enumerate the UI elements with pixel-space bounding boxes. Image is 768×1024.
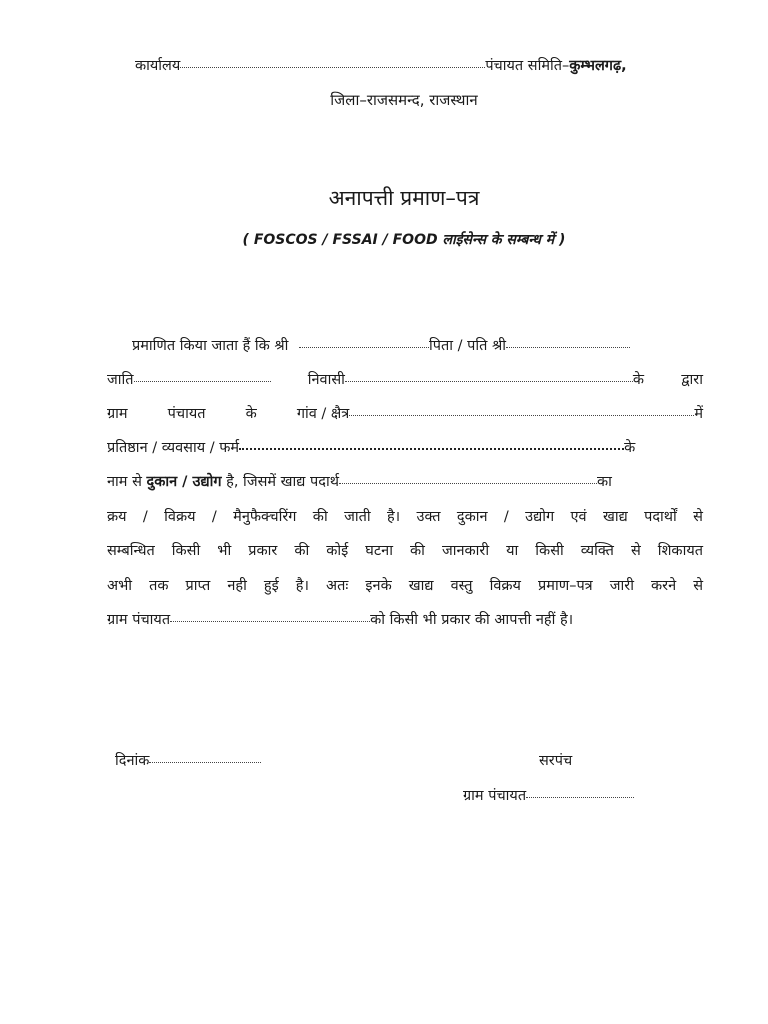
signature-panchayat-line [463,786,634,806]
page-subtitle: ( FOSCOS / FSSAI / FOOD लाईसेन्स के सम्बन्ध में ) [242,232,566,248]
ke-label-2: के [245,406,257,422]
father-blank [506,346,630,348]
gram-panchayat-label: ग्राम पंचायत [107,612,171,628]
no-objection-text: को किसी भी प्रकार की आपत्ती नहीं है। [370,612,574,628]
office-blank [180,66,485,68]
body-line-6: क्रय / विक्रय / मैनुफैक्चरिंग की जाती है। उक्त दुकान / उद्योग एवं खाद्य पदार्थों से [107,509,703,525]
father-label: पिता / पति श्री [429,338,507,354]
certify-text: प्रमाणित किया जाता हैं कि श्री [132,338,289,354]
signature-gram-panchayat-label: ग्राम पंचायत [463,788,527,804]
date-label: दिनांक [115,753,150,769]
name-blank [299,346,429,348]
body-line-5 [107,472,703,492]
signature-panchayat-blank [526,796,634,798]
village-blank [349,414,694,416]
gram-label: ग्राम [107,406,128,422]
village-area-label: गांव / क्षैत्र [296,406,350,422]
firm-blank [239,447,624,450]
shop-industry-label: दुकान / उद्योग [146,474,222,490]
page-title: अनापत्ती प्रमाण–पत्र [328,186,480,210]
header-office-line [135,56,695,76]
food-blank [339,482,597,484]
date-line [115,751,261,771]
body-line-7: सम्बन्धित किसी भी प्रकार की कोई घटना की जानकारी या किसी व्यक्ति से शिकायत [107,543,703,559]
body-line-4 [107,438,703,458]
by-label: द्वारा [681,372,703,388]
caste-label: जाति [107,372,134,388]
resident-blank [345,380,633,382]
ke-label: के [632,372,645,388]
firm-label: प्रतिष्ठान / व्यवसाय / फर्म [107,440,240,456]
ke-label-3: के [624,440,636,456]
body-line-2 [107,370,703,390]
resident-label: निवासी [307,372,345,388]
office-label: कार्यालय [135,58,181,74]
date-blank [149,761,261,763]
panchayat-label: पंचायत [167,406,206,422]
naam-se-label: नाम से [107,474,142,490]
caste-blank [134,380,271,382]
ka-label: का [596,474,612,490]
body-line-9 [107,610,703,630]
sarpanch-label: सरपंच [539,753,573,769]
body-line-1 [132,336,702,356]
food-item-label: है, जिसमें खाद्य पदार्थ [226,474,339,490]
body-line-3 [107,404,703,424]
district-line: जिला–राजसमन्द, राजस्थान [330,91,478,109]
samiti-name: कुम्भलगढ़, [569,58,627,74]
in-label: में [694,406,703,422]
samiti-label: पंचायत समिति– [485,58,570,74]
gram-panchayat-blank [170,620,370,622]
body-line-8: अभी तक प्राप्त नही हुई है। अतः इनके खाद्य वस्तु विक्रय प्रमाण–पत्र जारी करने से [107,578,703,594]
